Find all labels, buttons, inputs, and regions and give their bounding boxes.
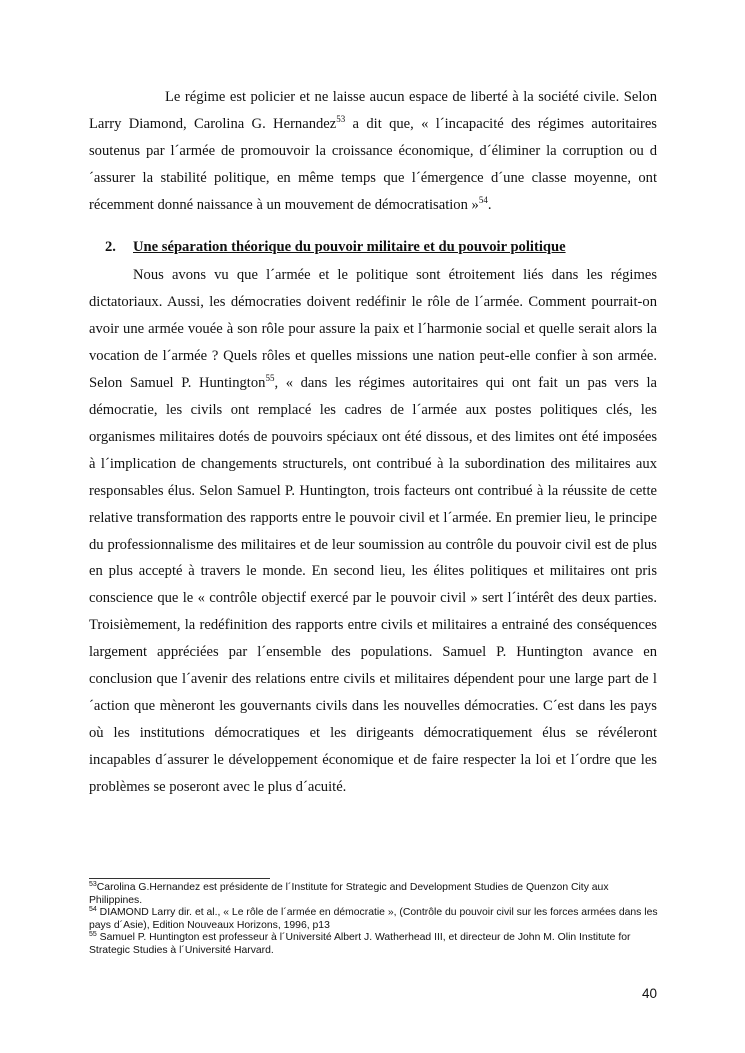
footnote-54 — [89, 907, 664, 932]
footnotes — [89, 882, 664, 958]
paragraph-regime — [89, 84, 657, 219]
paragraph-text: . — [487, 196, 492, 213]
footnote-ref-55[interactable]: 55 — [265, 373, 275, 384]
paragraph-text: Le régime est policier et ne laisse aucun espace de liberté à la société civile. Selon Larry Diamond, Carolina G. Hernandez — [89, 89, 657, 132]
section-number: 2. — [105, 238, 116, 255]
footnote-53 — [89, 882, 664, 907]
page-body — [89, 84, 657, 801]
footnote-divider — [89, 878, 270, 879]
footnote-number: 54 — [89, 906, 97, 914]
footnote-text: Samuel P. Huntington est professeur à l´Université Albert J. Watherhead III, et directeur de John M. Olin Institute for Strategic Studies à l´Université Harvard. — [89, 932, 631, 956]
footnote-number: 55 — [89, 931, 97, 939]
footnote-55 — [89, 932, 664, 957]
paragraph-separation — [89, 262, 657, 800]
footnote-number: 53 — [89, 881, 97, 888]
section-heading — [105, 234, 657, 261]
page-number: 40 — [641, 986, 657, 1001]
paragraph-text: a dit que, « l´incapacité des régimes autoritaires soutenus par l´armée de promouvoir la croissance économique, d´éliminer la corruption ou d´assurer la stabilité politique, en même temps que l´émergence d´une classe moyenne, ont récemment donné naissance à un mouvement de démocratisation » — [89, 115, 657, 213]
footnote-ref-54[interactable]: 54 — [478, 194, 488, 205]
footnote-ref-53[interactable]: 53 — [336, 113, 346, 124]
section-title: Une séparation théorique du pouvoir militaire et du pouvoir politique — [133, 238, 566, 255]
footnote-text: Carolina G.Hernandez est présidente de l´Institute for Strategic and Development Studies de Quenzon City aux Philippines. — [89, 882, 609, 906]
paragraph-text: , « dans les régimes autoritaires qui ont fait un pas vers la démocratie, les civils ont remplacé les cadres de l´armée aux postes politiques clés, les organismes militaires dotés de pouvoirs spéciaux ont été dissous, et des limites ont été imposées à l´implication de changements structurels, ont contribué à la subordination des militaires aux responsables élus. Selon Samuel P. Huntington, trois facteurs ont contribué à la réussite de cette relative transformation des rapports entre le pouvoir civil et l´armée. En premier lieu, le principe du professionnalisme des militaires et de leur soumission au contrôle du pouvoir civil est de plus en plus accepté à travers le monde. En second lieu, les élites politiques et militaires ont pris conscience que le « contrôle objectif exercé par le pouvoir civil » sert l´intérêt des deux parties. Troisièmement, la redéfinition des rapports entre civils et militaires a entrainé des conséquences largement appréciées par l´ensemble des populations. Samuel P. Huntington avance en conclusion que l´avenir des relations entre civils et militaires dépendent pour une large part de l´action que mèneront les gouvernants civils dans les nouvelles démocraties. C´est dans les pays où les institutions démocratiques et les dirigeants démocratiquement élus se révéleront incapables d´assurer le développement économique et de faire respecter la loi et l´ordre que les problèmes se poseront avec le plus d´acuité. — [89, 375, 658, 795]
footnote-text: DIAMOND Larry dir. et al., « Le rôle de l´armée en démocratie », (Contrôle du pouvoir civil sur les forces armées dans les pays d´Asie), Edition Nouveaux Horizons, 1996, p13 — [89, 907, 658, 931]
paragraph-text: Nous avons vu que l´armée et le politique sont étroitement liés dans les régimes dictatoriaux. Aussi, les démocraties doivent redéfinir le rôle de l´armée. Comment pourrait-on avoir une armée vouée à son rôle pour assure la paix et l´harmonie social et quelle serait alors la vocation de l´armée ? Quels rôles et quelles missions une nation peut-elle confier à son armée. Selon Samuel P. Huntington — [89, 267, 657, 392]
